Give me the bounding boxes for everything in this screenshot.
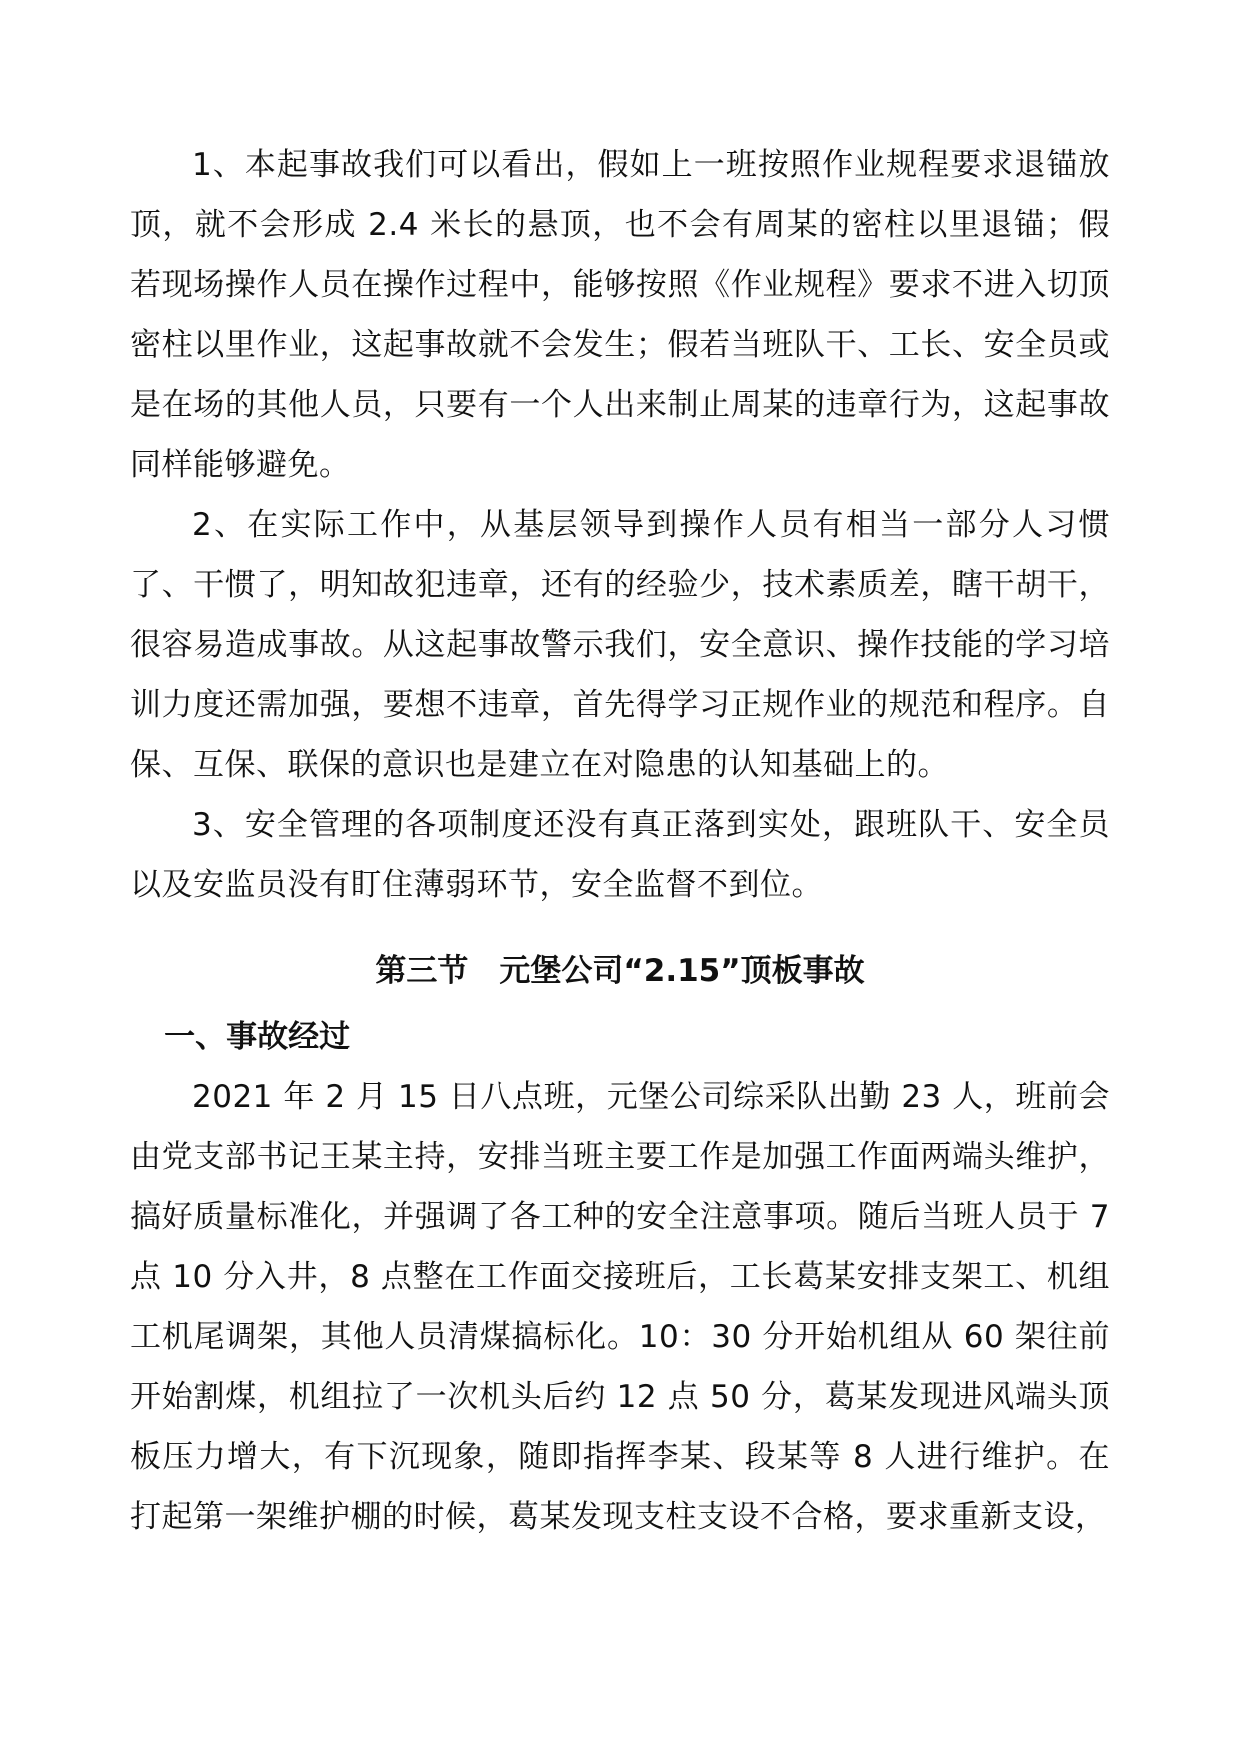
document-body	[130, 135, 1110, 1547]
paragraph-accident-process: 2021 年 2 月 15 日八点班，元堡公司综采队出勤 23 人，班前会由党支部书记王某主持，安排当班主要工作是加强工作面两端头维护，搞好质量标准化，并强调了各工种的安全注意事项。随后当班人员于 7 点 10 分入井，8 点整在工作面交接班后，工长葛某安排支架工、机组工机尾调架，其他人员清煤搞标化。10：30 分开始机组从 60 架往前开始割煤，机组拉了一次机头后约 12 点 50 分，葛某发现进风端头顶板压力增大，有下沉现象，随即指挥李某、段某等 8 人进行维护。在打起第一架维护棚的时候，葛某发现支柱支设不合格，要求重新支设，	[130, 1079, 1110, 1535]
section-title: 第三节 元堡公司“2.15”顶板事故	[375, 953, 865, 989]
paragraph-lesson-2: 2、在实际工作中，从基层领导到操作人员有相当一部分人习惯了、干惯了，明知故犯违章，还有的经验少，技术素质差，瞎干胡干，很容易造成事故。从这起事故警示我们，安全意识、操作技能的学习培训力度还需加强，要想不违章，首先得学习正规作业的规范和程序。自保、互保、联保的意识也是建立在对隐患的认知基础上的。	[130, 507, 1110, 783]
paragraph-lesson-3: 3、安全管理的各项制度还没有真正落到实处，跟班队干、安全员以及安监员没有盯住薄弱环节，安全监督不到位。	[130, 807, 1110, 903]
subsection-heading: 一、事故经过	[164, 1019, 351, 1055]
paragraph-lesson-1: 1、本起事故我们可以看出，假如上一班按照作业规程要求退锚放顶，就不会形成 2.4 米长的悬顶，也不会有周某的密柱以里退锚；假若现场操作人员在操作过程中，能够按照《作业规程》要求不进入切顶密柱以里作业，这起事故就不会发生；假若当班队干、工长、安全员或是在场的其他人员，只要有一个人出来制止周某的违章行为，这起事故同样能够避免。	[130, 147, 1110, 483]
